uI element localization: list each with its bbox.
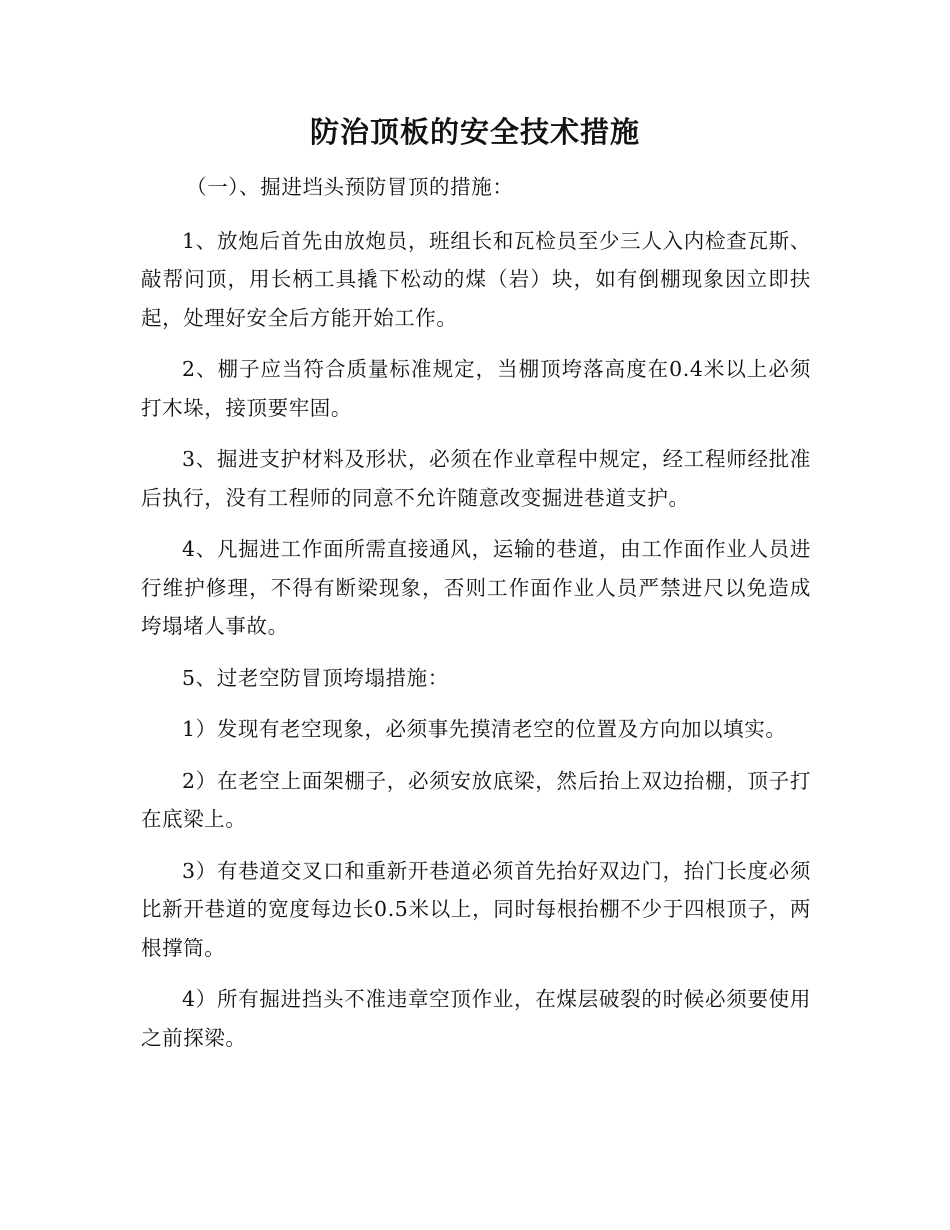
paragraph: 3、掘进支护材料及形状，必须在作业章程中规定，经工程师经批准后执行，没有工程师的同意不允许随意改变掘进巷道支护。 bbox=[141, 447, 811, 510]
paragraph: 1）发现有老空现象，必须事先摸清老空的位置及方向加以填实。 bbox=[182, 717, 787, 741]
paragraph: 4）所有掘进挡头不准违章空顶作业，在煤层破裂的时候必须要使用之前探梁。 bbox=[141, 987, 811, 1050]
document-title: 防治顶板的安全技术措施 bbox=[309, 115, 640, 149]
paragraph: 2）在老空上面架棚子，必须安放底梁，然后抬上双边抬棚，顶子打在底梁上。 bbox=[141, 768, 811, 831]
document-body bbox=[141, 168, 811, 1070]
paragraph: 5、过老空防冒顶垮塌措施： bbox=[182, 665, 449, 690]
paragraph: 3）有巷道交叉口和重新开巷道必须首先抬好双边门，抬门长度必须比新开巷道的宽度每边长0.5米以上，同时每根抬棚不少于四根顶子，两根撑筒。 bbox=[141, 858, 811, 960]
section-heading: （一）、掘进垱头预防冒顶的措施： bbox=[186, 175, 514, 199]
paragraph: 1、放炮后首先由放炮员，班组长和瓦检员至少三人入内检查瓦斯、敲帮问顶，用长柄工具撬下松动的煤（岩）块，如有倒棚现象因立即扶起，处理好安全后方能开始工作。 bbox=[141, 228, 811, 330]
paragraph: 2、棚子应当符合质量标准规定，当棚顶垮落高度在0.4米以上必须打木垛，接顶要牢固。 bbox=[141, 357, 811, 420]
paragraph: 4、凡掘进工作面所需直接通风，运输的巷道，由工作面作业人员进行维护修理，不得有断梁现象，否则工作面作业人员严禁进尺以免造成垮塌堵人事故。 bbox=[141, 537, 811, 638]
